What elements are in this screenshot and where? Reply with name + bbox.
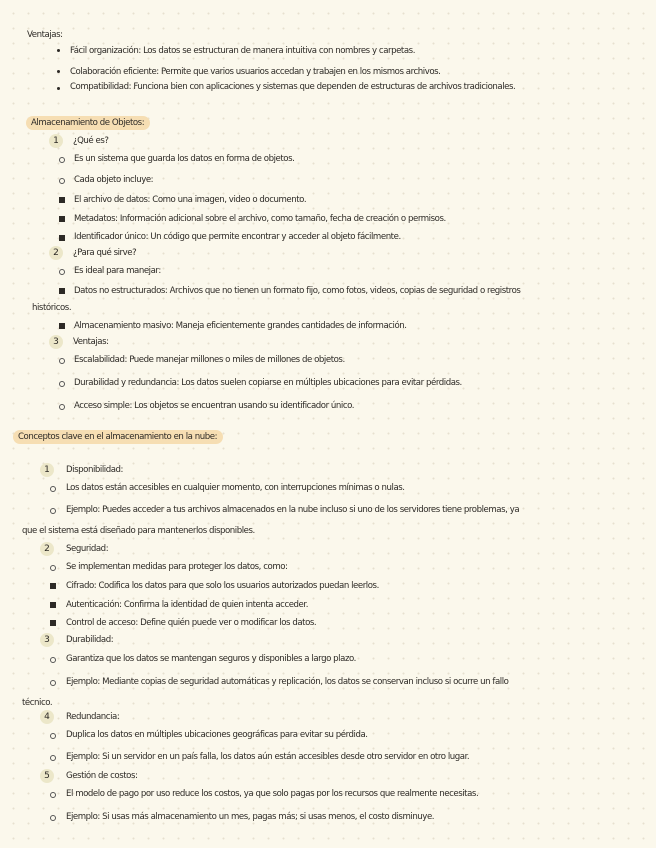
number-badge: 2 (40, 542, 54, 556)
object-text: Es ideal para manejar: (74, 266, 161, 276)
cloud-item-label: Durabilidad: (66, 635, 114, 645)
cloud-text: Ejemplo: Si un servidor en un país falla, los datos aún están accesibles desde otro servidor en otro lugar. (66, 752, 470, 762)
cloud-concepts-heading: Conceptos clave en el almacenamiento en la nube: (13, 430, 223, 444)
object-storage-heading: Almacenamiento de Objetos: (26, 116, 150, 130)
number-badge: 1 (49, 134, 63, 148)
cloud-text: Duplica los datos en múltiples ubicaciones geográficas para evitar su pérdida. (66, 730, 368, 740)
circle-bullet (59, 358, 65, 364)
circle-bullet (59, 157, 65, 163)
square-bullet (59, 216, 65, 222)
circle-bullet (50, 755, 56, 761)
square-bullet (50, 602, 56, 608)
number-badge: 1 (40, 463, 54, 477)
object-text: históricos. (32, 303, 72, 313)
circle-bullet (59, 381, 65, 387)
number-badge: 2 (49, 246, 63, 260)
square-bullet (59, 197, 65, 203)
circle-bullet (50, 657, 56, 663)
cloud-text: Control de acceso: Define quién puede ver o modificar los datos. (66, 618, 317, 628)
object-part: El archivo de datos: Como una imagen, video o documento. (74, 195, 307, 205)
object-advantage: Escalabilidad: Puede manejar millones o miles de millones de objetos. (74, 355, 345, 365)
square-bullet (59, 288, 65, 294)
cloud-text: Ejemplo: Si usas más almacenamiento un mes, pagas más; si usas menos, el costo disminuye. (66, 812, 435, 822)
object-advantage: Durabilidad y redundancia: Los datos suelen copiarse en múltiples ubicaciones para evitar pérdidas. (74, 378, 462, 388)
circle-bullet (50, 792, 56, 798)
circle-bullet (59, 404, 65, 410)
circle-bullet (50, 733, 56, 739)
circle-bullet (50, 486, 56, 492)
object-advantage: Acceso simple: Los objetos se encuentran usando su identificador único. (74, 401, 355, 411)
square-bullet (59, 235, 65, 241)
files-advantages-heading: Ventajas: (27, 30, 63, 40)
files-bullet: Fácil organización: Los datos se estructuran de manera intuitiva con nombres y carpetas. (70, 46, 415, 56)
circle-bullet (50, 815, 56, 821)
cloud-text: Cifrado: Codifica los datos para que solo los usuarios autorizados puedan leerlos. (66, 581, 379, 591)
cloud-item-label: Redundancia: (66, 712, 120, 722)
cloud-text: Los datos están accesibles en cualquier momento, con interrupciones mínimas o nulas. (66, 483, 405, 493)
square-bullet (59, 323, 65, 329)
object-part: Metadatos: Información adicional sobre el archivo, como tamaño, fecha de creación o permisos. (74, 214, 446, 224)
files-bullet: Colaboración eficiente: Permite que varios usuarios accedan y trabajen en los mismos archivos. (70, 67, 441, 77)
cloud-text: Ejemplo: Mediante copias de seguridad automáticas y replicación, los datos se conservan incluso si ocurre un fallo (66, 677, 509, 687)
cloud-item-label: Disponibilidad: (66, 465, 123, 475)
cloud-item-label: Seguridad: (66, 544, 109, 554)
object-item-label: Ventajas: (73, 337, 109, 347)
number-badge: 4 (40, 710, 54, 724)
bullet-dot (57, 49, 60, 52)
bullet-dot (57, 87, 60, 90)
cloud-text: que el sistema está diseñado para mantenerlos disponibles. (22, 526, 255, 536)
square-bullet (50, 620, 56, 626)
cloud-item-label: Gestión de costos: (66, 771, 138, 781)
bullet-dot (57, 70, 60, 73)
number-badge: 3 (49, 335, 63, 349)
circle-bullet (50, 680, 56, 686)
circle-bullet (50, 565, 56, 571)
cloud-text: Garantiza que los datos se mantengan seguros y disponibles a largo plazo. (66, 654, 356, 664)
number-badge: 3 (40, 633, 54, 647)
cloud-text: Se implementan medidas para proteger los datos, como: (66, 562, 288, 572)
files-bullet: Compatibilidad: Funciona bien con aplicaciones y sistemas que dependen de estructuras de archivos tradicionales. (70, 82, 516, 92)
object-text: Cada objeto incluye: (74, 175, 154, 185)
object-text: Almacenamiento masivo: Maneja eficientemente grandes cantidades de información. (74, 321, 407, 331)
cloud-text: técnico. (22, 698, 53, 708)
object-text: Datos no estructurados: Archivos que no tienen un formato fijo, como fotos, videos, copias de seguridad o registros (74, 286, 521, 296)
number-badge: 5 (40, 769, 54, 783)
circle-bullet (50, 508, 56, 514)
object-item-label: ¿Para qué sirve? (73, 248, 137, 258)
circle-bullet (59, 269, 65, 275)
object-text: Es un sistema que guarda los datos en forma de objetos. (74, 154, 295, 164)
circle-bullet (59, 178, 65, 184)
object-part: Identificador único: Un código que permite encontrar y acceder al objeto fácilmente. (74, 232, 401, 242)
cloud-text: Autenticación: Confirma la identidad de quien intenta acceder. (66, 600, 308, 610)
cloud-text: Ejemplo: Puedes acceder a tus archivos almacenados en la nube incluso si uno de los servidores tiene problemas, ya (66, 505, 520, 515)
object-item-label: ¿Qué es? (73, 136, 109, 146)
square-bullet (50, 583, 56, 589)
cloud-text: El modelo de pago por uso reduce los costos, ya que solo pagas por los recursos que realmente necesitas. (66, 789, 479, 799)
